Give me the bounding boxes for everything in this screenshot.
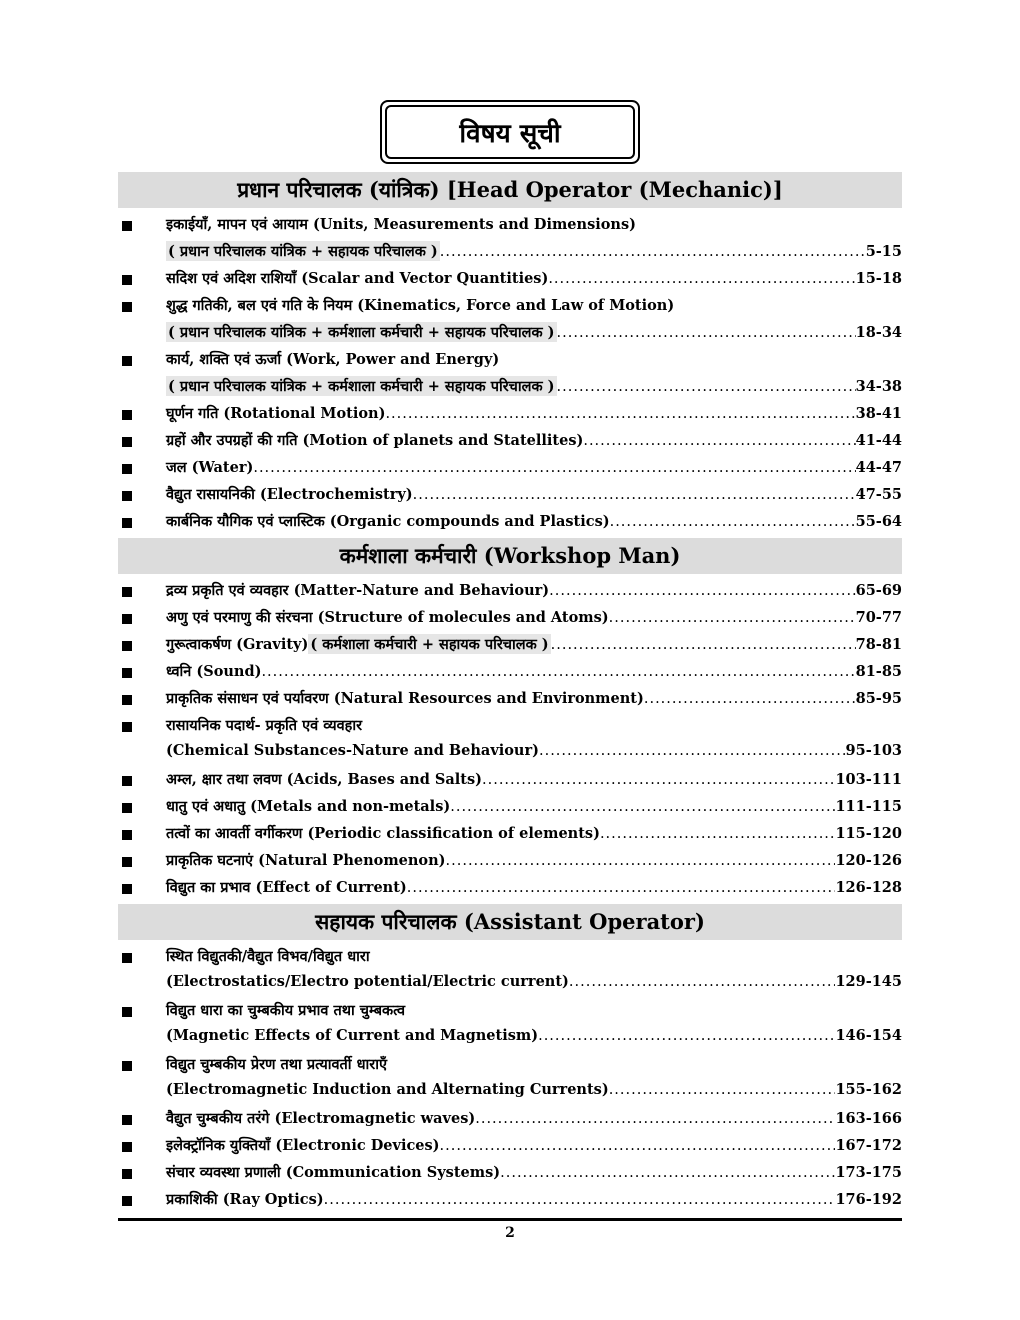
toc-line-text: कार्य, शक्ति एवं ऊर्जा (Work, Power and Energy) <box>166 351 500 368</box>
toc-entry <box>118 349 902 403</box>
dot-leader <box>500 1165 835 1181</box>
table-of-contents <box>118 172 902 1216</box>
toc-page-range: 176-192 <box>835 1191 902 1208</box>
dot-leader <box>609 1082 836 1098</box>
toc-entry <box>118 1000 902 1054</box>
toc-line-text: प्रकाशिकी (Ray Optics) <box>166 1191 324 1208</box>
toc-entry <box>118 850 902 877</box>
toc-entry <box>118 796 902 823</box>
toc-page-range: 55-64 <box>855 513 902 530</box>
dot-leader <box>385 406 855 422</box>
toc-line <box>166 580 902 607</box>
section-heading: कर्मशाला कर्मचारी (Workshop Man) <box>118 538 902 574</box>
toc-line <box>166 1108 902 1135</box>
toc-line <box>166 769 902 796</box>
toc-entry <box>118 769 902 796</box>
toc-line-text: घूर्णन गति (Rotational Motion) <box>166 405 386 422</box>
toc-entry <box>118 430 902 457</box>
page-number: 2 <box>505 1225 515 1241</box>
toc-entry <box>118 1162 902 1189</box>
square-bullet-icon <box>122 302 132 312</box>
toc-line-text: धातु एवं अधातु (Metals and non-metals) <box>166 798 451 815</box>
dot-leader <box>261 664 855 680</box>
toc-line-text: स्थित विद्युतकी/वैद्युत विभव/विद्युत धारा <box>166 948 370 965</box>
toc-line-text: द्रव्य प्रकृति एवं व्यवहार (Matter-Nature and Behaviour) <box>166 582 550 599</box>
toc-entry <box>118 1108 902 1135</box>
dot-leader <box>548 271 855 287</box>
dot-leader <box>610 514 856 530</box>
toc-line <box>166 376 902 403</box>
square-bullet-icon <box>122 491 132 501</box>
toc-line <box>166 1027 902 1054</box>
dot-leader <box>538 1028 835 1044</box>
dot-leader <box>644 691 856 707</box>
square-bullet-icon <box>122 830 132 840</box>
toc-line <box>166 796 902 823</box>
toc-line-note: ( प्रधान परिचालक यांत्रिक + कर्मशाला कर्मचारी + सहायक परिचालक ) <box>168 378 555 395</box>
square-bullet-icon <box>122 437 132 447</box>
toc-line <box>166 1081 902 1108</box>
toc-entry <box>118 688 902 715</box>
toc-entry <box>118 1054 902 1108</box>
toc-page-range: 129-145 <box>835 973 902 990</box>
toc-line-text: प्राकृतिक घटनाएं (Natural Phenomenon) <box>166 852 446 869</box>
toc-line-text: विद्युत धारा का चुम्बकीय प्रभाव तथा चुम्बकत्व <box>166 1002 406 1019</box>
toc-line <box>166 1000 902 1027</box>
toc-line-text: ध्वनि (Sound) <box>166 663 262 680</box>
toc-page-range: 38-41 <box>855 405 902 422</box>
toc-line <box>166 634 902 661</box>
toc-page-range: 18-34 <box>855 324 902 341</box>
toc-page-range: 173-175 <box>835 1164 902 1181</box>
toc-page-range: 70-77 <box>855 609 902 626</box>
toc-entry <box>118 457 902 484</box>
toc-line <box>166 973 902 1000</box>
square-bullet-icon <box>122 668 132 678</box>
toc-line <box>166 241 902 268</box>
dot-leader <box>600 826 836 842</box>
square-bullet-icon <box>122 356 132 366</box>
toc-line-text: वैद्युत चुम्बकीय तरंगे (Electromagnetic waves) <box>166 1110 476 1127</box>
toc-line-text: जल (Water) <box>166 459 254 476</box>
toc-entry <box>118 877 902 904</box>
square-bullet-icon <box>122 1061 132 1071</box>
dot-leader <box>557 379 856 395</box>
toc-entry <box>118 1189 902 1216</box>
toc-line <box>166 823 902 850</box>
toc-page-range: 111-115 <box>835 798 902 815</box>
square-bullet-icon <box>122 587 132 597</box>
square-bullet-icon <box>122 464 132 474</box>
square-bullet-icon <box>122 518 132 528</box>
toc-entry <box>118 607 902 634</box>
toc-line <box>166 430 902 457</box>
square-bullet-icon <box>122 614 132 624</box>
square-bullet-icon <box>122 275 132 285</box>
toc-line <box>166 715 902 742</box>
toc-line-text: ग्रहों और उपग्रहों की गति (Motion of planets and Statellites) <box>166 432 584 449</box>
dot-leader <box>551 637 856 653</box>
toc-entry <box>118 1135 902 1162</box>
toc-line <box>166 511 902 538</box>
dot-leader <box>609 610 856 626</box>
toc-line <box>166 322 902 349</box>
toc-line <box>166 1054 902 1081</box>
toc-line <box>166 214 902 241</box>
toc-page-range: 15-18 <box>855 270 902 287</box>
toc-page-range: 163-166 <box>835 1110 902 1127</box>
toc-line-text: तत्वों का आवर्ती वर्गीकरण (Periodic classification of elements) <box>166 825 600 842</box>
toc-page-range: 65-69 <box>855 582 902 599</box>
toc-page-range: 85-95 <box>855 690 902 707</box>
dot-leader <box>549 583 855 599</box>
toc-line-text: (Electromagnetic Induction and Alternating Currents) <box>166 1081 609 1098</box>
toc-entry <box>118 403 902 430</box>
square-bullet-icon <box>122 1115 132 1125</box>
dot-leader <box>475 1111 835 1127</box>
bottom-rule <box>118 1218 902 1221</box>
square-bullet-icon <box>122 884 132 894</box>
dot-leader <box>482 772 835 788</box>
toc-line <box>166 742 902 769</box>
toc-page-range: 167-172 <box>835 1137 902 1154</box>
toc-line-text: अम्ल, क्षार तथा लवण (Acids, Bases and Salts) <box>166 771 482 788</box>
toc-line-text: वैद्युत रासायनिकी (Electrochemistry) <box>166 486 413 503</box>
toc-line-text: कार्बनिक यौगिक एवं प्लास्टिक (Organic compounds and Plastics) <box>166 513 610 530</box>
toc-line <box>166 946 902 973</box>
toc-page-range: 34-38 <box>855 378 902 395</box>
toc-entry <box>118 661 902 688</box>
toc-line <box>166 484 902 511</box>
toc-line-text: इलेक्ट्रॉनिक युक्तियाँ (Electronic Devices) <box>166 1137 440 1154</box>
title-box <box>380 100 640 164</box>
toc-page-range: 146-154 <box>835 1027 902 1044</box>
toc-line <box>166 457 902 484</box>
square-bullet-icon <box>122 1142 132 1152</box>
toc-line-text: सदिश एवं अदिश राशियाँ (Scalar and Vector Quantities) <box>166 270 549 287</box>
square-bullet-icon <box>122 1169 132 1179</box>
dot-leader <box>440 244 866 260</box>
toc-page-range: 115-120 <box>835 825 902 842</box>
toc-line <box>166 688 902 715</box>
toc-entry <box>118 715 902 769</box>
toc-line <box>166 268 902 295</box>
dot-leader <box>446 853 836 869</box>
toc-entry <box>118 580 902 607</box>
toc-line-text: गुरूत्वाकर्षण (Gravity) <box>166 636 309 653</box>
toc-entry <box>118 511 902 538</box>
square-bullet-icon <box>122 776 132 786</box>
toc-page-range: 155-162 <box>835 1081 902 1098</box>
toc-line <box>166 1189 902 1216</box>
section-heading: सहायक परिचालक (Assistant Operator) <box>118 904 902 940</box>
dot-leader <box>413 487 856 503</box>
toc-line-text: इकाईयाँ, मापन एवं आयाम (Units, Measurements and Dimensions) <box>166 216 636 233</box>
toc-entry <box>118 484 902 511</box>
toc-line-text: विद्युत चुम्बकीय प्रेरण तथा प्रत्यावर्ती धाराएँ <box>166 1056 387 1073</box>
square-bullet-icon <box>122 695 132 705</box>
page-title: विषय सूची <box>385 105 635 159</box>
dot-leader <box>253 460 855 476</box>
toc-line-note: ( प्रधान परिचालक यांत्रिक + कर्मशाला कर्मचारी + सहायक परिचालक ) <box>168 324 555 341</box>
toc-page-range: 41-44 <box>855 432 902 449</box>
toc-entry <box>118 823 902 850</box>
toc-line <box>166 349 902 376</box>
toc-page-range: 44-47 <box>855 459 902 476</box>
square-bullet-icon <box>122 1196 132 1206</box>
toc-line <box>166 607 902 634</box>
dot-leader <box>539 743 846 759</box>
toc-line-text: (Electrostatics/Electro potential/Electric current) <box>166 973 569 990</box>
toc-line-text: रासायनिक पदार्थ- प्रकृति एवं व्यवहार <box>166 717 363 734</box>
dot-leader <box>450 799 835 815</box>
square-bullet-icon <box>122 953 132 963</box>
toc-line <box>166 295 902 322</box>
dot-leader <box>569 974 836 990</box>
toc-page-range: 78-81 <box>855 636 902 653</box>
toc-line-note: ( प्रधान परिचालक यांत्रिक + सहायक परिचालक ) <box>168 243 438 260</box>
dot-leader <box>440 1138 836 1154</box>
square-bullet-icon <box>122 857 132 867</box>
square-bullet-icon <box>122 221 132 231</box>
toc-line-text: संचार व्यवस्था प्रणाली (Communication Systems) <box>166 1164 501 1181</box>
square-bullet-icon <box>122 722 132 732</box>
toc-page-range: 120-126 <box>835 852 902 869</box>
toc-page-range: 103-111 <box>835 771 902 788</box>
dot-leader <box>583 433 855 449</box>
toc-line-text: अणु एवं परमाणु की संरचना (Structure of molecules and Atoms) <box>166 609 609 626</box>
toc-page-range: 126-128 <box>835 879 902 896</box>
square-bullet-icon <box>122 1007 132 1017</box>
toc-line-text: विद्युत का प्रभाव (Effect of Current) <box>166 879 407 896</box>
toc-line <box>166 850 902 877</box>
dot-leader <box>407 880 836 896</box>
toc-page-range: 95-103 <box>845 742 902 759</box>
toc-line <box>166 1135 902 1162</box>
toc-entry <box>118 295 902 349</box>
toc-entry <box>118 946 902 1000</box>
toc-entry <box>118 268 902 295</box>
toc-line-text: (Chemical Substances-Nature and Behaviour) <box>166 742 539 759</box>
square-bullet-icon <box>122 641 132 651</box>
toc-line-text: (Magnetic Effects of Current and Magnetism) <box>166 1027 539 1044</box>
toc-page-range: 81-85 <box>855 663 902 680</box>
section-heading: प्रधान परिचालक (यांत्रिक) [Head Operator (Mechanic)] <box>118 172 902 208</box>
toc-line <box>166 403 902 430</box>
toc-entry <box>118 634 902 661</box>
toc-line <box>166 1162 902 1189</box>
toc-line-text: शुद्ध गतिकी, बल एवं गति के नियम (Kinematics, Force and Law of Motion) <box>166 297 675 314</box>
toc-line-text: प्राकृतिक संसाधन एवं पर्यावरण (Natural Resources and Environment) <box>166 690 644 707</box>
dot-leader <box>557 325 856 341</box>
square-bullet-icon <box>122 410 132 420</box>
toc-page-range: 47-55 <box>855 486 902 503</box>
toc-line <box>166 661 902 688</box>
toc-line-note: ( कर्मशाला कर्मचारी + सहायक परिचालक ) <box>310 636 549 653</box>
dot-leader <box>324 1192 836 1208</box>
square-bullet-icon <box>122 803 132 813</box>
toc-page-range: 5-15 <box>865 243 902 260</box>
toc-entry <box>118 214 902 268</box>
toc-line <box>166 877 902 904</box>
